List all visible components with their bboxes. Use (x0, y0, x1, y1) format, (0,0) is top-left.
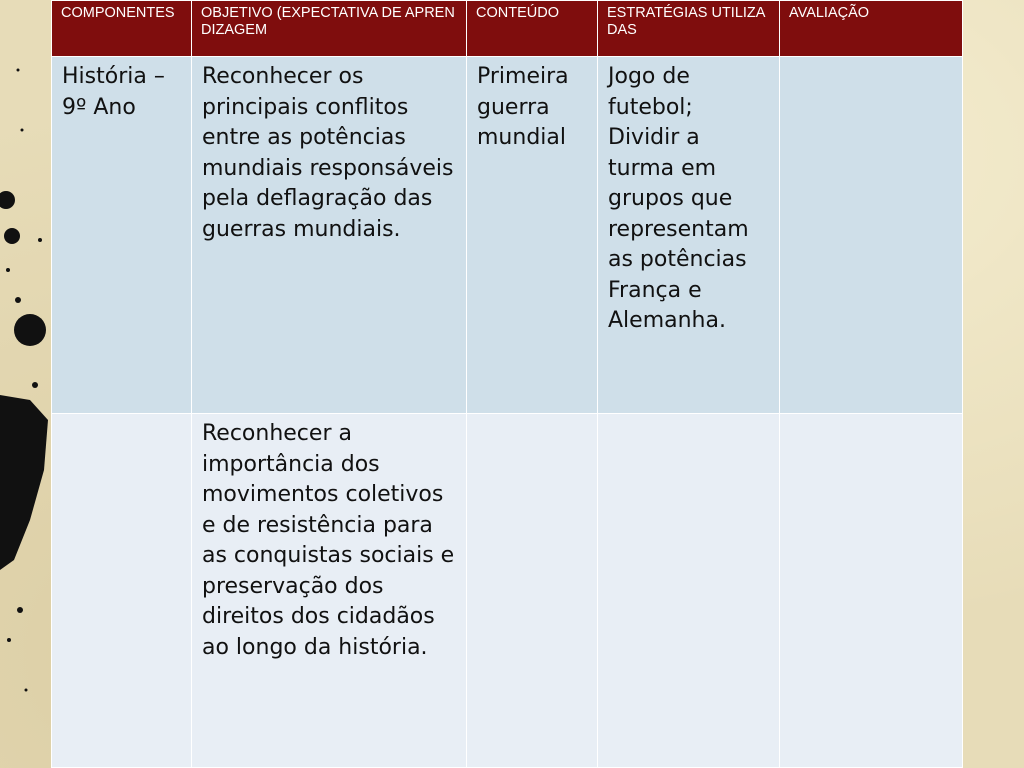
table-row (52, 57, 963, 414)
cell-objetivo: Reconhecer a importância dos movimentos coletivos e de resistência para as conquistas sociais e preservação dos direitos dos cidadãos ao longo da história. (192, 414, 467, 768)
header-avaliacao: AVALIAÇÃO (780, 1, 963, 57)
cell-conteudo: Primeira guerra mundial (467, 57, 598, 414)
cell-componentes (52, 414, 192, 768)
cell-componentes: História – 9º Ano (52, 57, 192, 414)
cell-estrategias (598, 414, 780, 768)
header-row (52, 1, 963, 57)
cell-estrategias: Jogo de futebol; Dividir a turma em grupos que representam as potências França e Alemanha. (598, 57, 780, 414)
header-componentes: COMPONENTES (52, 1, 192, 57)
cell-avaliacao (780, 414, 963, 768)
cell-conteudo (467, 414, 598, 768)
cell-avaliacao (780, 57, 963, 414)
lesson-plan-table (51, 0, 963, 768)
header-estrategias: ESTRATÉGIAS UTILIZADAS (598, 1, 780, 57)
header-objetivo: OBJETIVO (EXPECTATIVA DE APRENDIZAGEM (192, 1, 467, 57)
cell-objetivo: Reconhecer os principais conflitos entre as potências mundiais responsáveis pela deflagração das guerras mundiais. (192, 57, 467, 414)
header-conteudo: CONTEÚDO (467, 1, 598, 57)
table-row (52, 414, 963, 768)
